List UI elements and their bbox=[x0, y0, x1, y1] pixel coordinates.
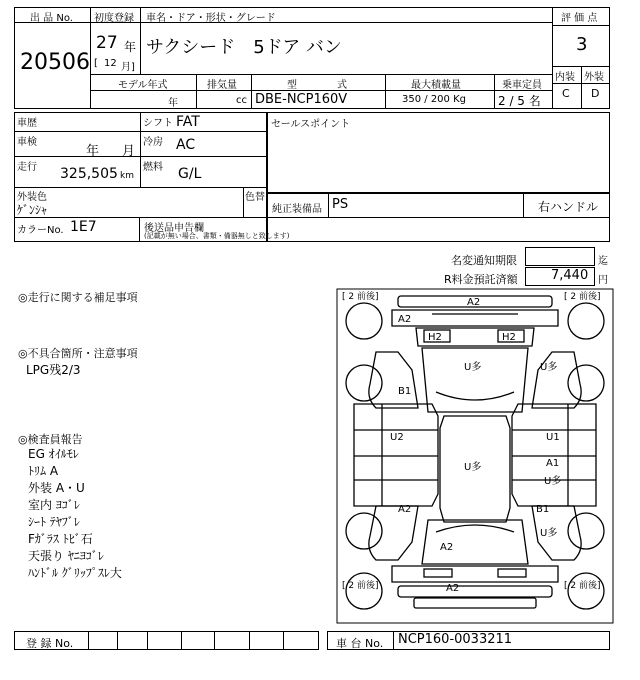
name-change-field bbox=[525, 247, 595, 266]
damage-right-door-rear-u: U多 bbox=[544, 476, 562, 487]
inspector-item: 室内 ﾖｺﾞﾚ bbox=[28, 498, 80, 512]
inspector-item: ｼｰﾄ ﾃﾔﾌﾞﾚ bbox=[28, 515, 80, 529]
lot-number: 20506 bbox=[20, 50, 90, 75]
color-change-label: 色替 bbox=[245, 192, 265, 203]
equipment-value: PS bbox=[332, 197, 349, 212]
color-no-label: カラーNo. bbox=[17, 225, 64, 236]
shift-label: シフト bbox=[143, 118, 173, 129]
score-label: 評 価 点 bbox=[561, 13, 598, 24]
color-no-value: 1E7 bbox=[70, 219, 97, 235]
max-load-label: 最大積載量 bbox=[411, 80, 461, 91]
docs-label: 後送品申告欄 bbox=[144, 223, 204, 234]
damage-right-rear: B1 bbox=[536, 504, 550, 515]
capacity: 2 / 5 名 bbox=[498, 94, 541, 108]
inspection-year-unit: 年 bbox=[86, 144, 100, 159]
damage-right-fender: U多 bbox=[540, 362, 558, 373]
steering-value: 右ハンドル bbox=[538, 200, 599, 214]
inspector-item: ﾄﾘﾑ A bbox=[28, 464, 59, 478]
damage-windshield: U多 bbox=[464, 362, 482, 373]
defect-item: LPG残2/3 bbox=[26, 363, 81, 377]
damage-h2-right: H2 bbox=[502, 332, 516, 343]
diagram-corner-label: [ 2 前後] bbox=[342, 581, 379, 591]
inspector-list bbox=[28, 446, 122, 582]
inspector-item: 天張り ﾔﾆﾖｺﾞﾚ bbox=[28, 549, 104, 563]
driving-notes-title: ◎走行に関する補足事項 bbox=[18, 291, 138, 304]
name-change-label: 名変通知期限 bbox=[451, 254, 517, 267]
first-reg-year: 27 bbox=[96, 33, 118, 53]
recycle-unit: 円 bbox=[598, 275, 608, 286]
mileage-value: 325,505 bbox=[60, 166, 118, 182]
shift-value: FAT bbox=[176, 114, 200, 130]
lot-label: 出 品 No. bbox=[30, 13, 73, 24]
car-name: サクシード 5ドア バン bbox=[146, 37, 342, 58]
history-label: 車歴 bbox=[17, 118, 37, 129]
model-code: DBE-NCP160V bbox=[255, 92, 348, 107]
recycle-amount: 7,440 bbox=[551, 268, 589, 283]
color-value: ｹﾞﾝｼｬ bbox=[17, 203, 48, 217]
chassis-number: NCP160-0033211 bbox=[398, 632, 513, 647]
reg-no-label: 登 録 No. bbox=[26, 637, 74, 650]
diagram-corner-label: [ 2 前後] bbox=[564, 292, 601, 302]
displacement-unit: cc bbox=[236, 95, 247, 106]
damage-left-front: B1 bbox=[398, 386, 412, 397]
ac-value: AC bbox=[176, 137, 196, 153]
car-name-label: 車名・ドア・形状・グレード bbox=[146, 13, 276, 24]
damage-front-bumper: A2 bbox=[467, 297, 481, 308]
damage-h2-left: H2 bbox=[428, 332, 442, 343]
model-label: 型 式 bbox=[287, 80, 347, 91]
score: 3 bbox=[576, 34, 588, 55]
inspector-item: Fｶﾞﾗｽ ﾄﾋﾞ石 bbox=[28, 532, 93, 546]
ac-label: 冷房 bbox=[143, 137, 163, 148]
inspector-item: EG ｵｲﾙﾓﾚ bbox=[28, 447, 79, 461]
color-label: 外装色 bbox=[17, 192, 47, 203]
damage-right-rear-u: U多 bbox=[540, 528, 558, 539]
exterior-grade: D bbox=[591, 87, 600, 100]
exterior-label: 外装 bbox=[584, 72, 604, 83]
diagram-corner-label: [ 2 前後] bbox=[342, 292, 379, 302]
damage-hood: A2 bbox=[398, 314, 412, 325]
inspection-month-unit: 月 bbox=[122, 144, 136, 159]
name-change-unit: 迄 bbox=[598, 256, 608, 267]
damage-rear-bumper: A2 bbox=[446, 583, 460, 594]
damage-right-door-front: U1 bbox=[546, 432, 560, 443]
diagram-corner-label: [ 2 前後] bbox=[564, 581, 601, 591]
interior-grade: C bbox=[562, 87, 570, 100]
recycle-label: R料金預託済額 bbox=[444, 273, 518, 286]
capacity-label: 乗車定員 bbox=[502, 80, 542, 91]
fuel-label: 燃料 bbox=[143, 162, 163, 173]
car-damage-diagram bbox=[336, 288, 614, 624]
inspector-item: 外装 A・U bbox=[28, 481, 85, 495]
damage-left-rear: A2 bbox=[398, 504, 412, 515]
defects-title: ◎不具合箇所・注意事項 bbox=[18, 347, 138, 360]
month-unit: 月] bbox=[121, 62, 135, 73]
inspection-label: 車検 bbox=[17, 137, 37, 148]
inspector-item: ﾊﾝﾄﾞﾙ ｸﾞﾘｯﾌﾟｽﾚ大 bbox=[28, 566, 122, 580]
mileage-unit: km bbox=[120, 171, 134, 181]
damage-roof: U多 bbox=[464, 462, 482, 473]
chassis-label: 車 台 No. bbox=[336, 637, 384, 650]
first-reg-label: 初度登録 bbox=[94, 13, 134, 24]
defects-list bbox=[26, 362, 81, 379]
year-unit: 年 bbox=[124, 40, 137, 54]
damage-left-door: U2 bbox=[390, 432, 404, 443]
damage-right-door-rear-a: A1 bbox=[546, 458, 560, 469]
inspector-title: ◎検査員報告 bbox=[18, 433, 83, 446]
interior-label: 内装 bbox=[555, 72, 575, 83]
max-load: 350 / 200 Kg bbox=[402, 94, 466, 105]
docs-note: (記載が無い場合、書類・備器無しと致します) bbox=[144, 232, 290, 240]
month-open: [ bbox=[94, 58, 98, 69]
model-year-label: モデル年式 bbox=[118, 80, 168, 91]
first-reg-month: 12 bbox=[104, 58, 117, 69]
damage-tailgate: A2 bbox=[440, 542, 454, 553]
model-year-unit: 年 bbox=[168, 98, 178, 109]
displacement-label: 排気量 bbox=[207, 80, 237, 91]
sales-points-label: セールスポイント bbox=[271, 119, 351, 130]
equipment-label: 純正装備品 bbox=[272, 204, 322, 215]
mileage-label: 走行 bbox=[17, 162, 37, 173]
fuel-value: G/L bbox=[178, 166, 202, 182]
